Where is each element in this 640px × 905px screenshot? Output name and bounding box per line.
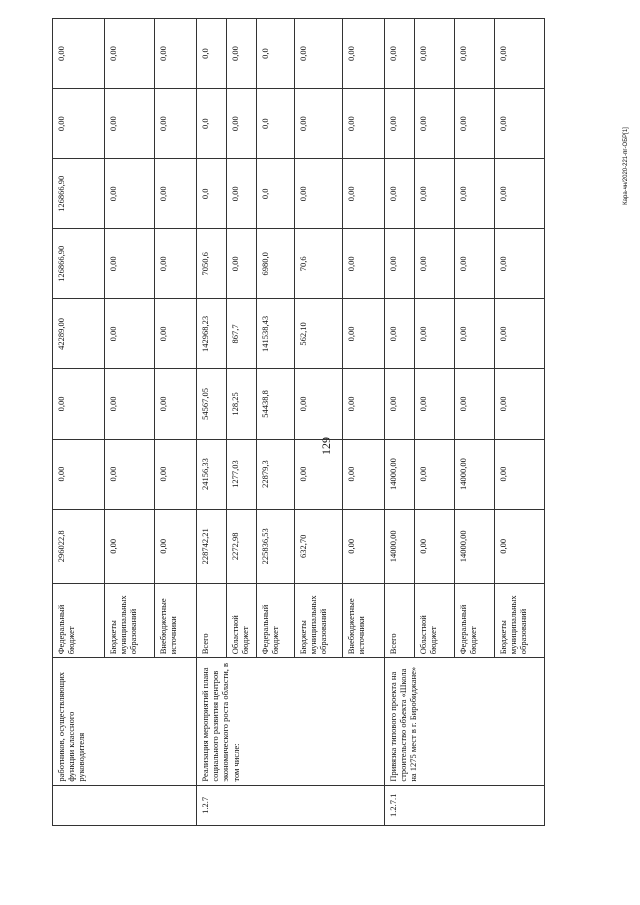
value-cell: 0,00: [343, 299, 385, 369]
value-cell: 0,00: [343, 159, 385, 229]
value-cell: 867,7: [227, 299, 257, 369]
value-cell: 0,00: [455, 369, 495, 439]
value-cell: 0,00: [155, 89, 197, 159]
measure-name: работников, осуществляющих функции классного руководителя: [53, 658, 197, 785]
funding-source: Всего: [385, 583, 415, 657]
value-cell: 0,00: [495, 299, 545, 369]
table-row: [53, 19, 105, 826]
value-cell: 0,00: [455, 89, 495, 159]
value-cell: 0,00: [385, 369, 415, 439]
value-cell: 0,00: [155, 159, 197, 229]
measure-name: Реализация мероприятий плана социального развития центров экономического роста области, в том числе:: [197, 658, 385, 785]
value-cell: 0,0: [197, 159, 227, 229]
value-cell: 0,00: [495, 229, 545, 299]
value-cell: 0,00: [495, 439, 545, 509]
value-cell: 14000,00: [455, 439, 495, 509]
value-cell: 0,0: [197, 19, 227, 89]
value-cell: 0,00: [155, 509, 197, 583]
value-cell: 0,00: [495, 19, 545, 89]
value-cell: 0,00: [415, 229, 455, 299]
value-cell: 0,00: [155, 299, 197, 369]
value-cell: 0,00: [343, 369, 385, 439]
value-cell: 24156,33: [197, 439, 227, 509]
value-cell: 0,0: [257, 89, 295, 159]
value-cell: 0,00: [455, 159, 495, 229]
value-cell: 0,0: [257, 19, 295, 89]
value-cell: 0,00: [105, 89, 155, 159]
table-row: [385, 19, 415, 826]
value-cell: 54567,05: [197, 369, 227, 439]
value-cell: 70,6: [295, 229, 343, 299]
value-cell: 0,00: [105, 369, 155, 439]
budget-table-container: [52, 18, 529, 826]
value-cell: 0,00: [415, 89, 455, 159]
value-cell: 0,00: [495, 159, 545, 229]
value-cell: 0,00: [227, 159, 257, 229]
value-cell: 0,00: [227, 229, 257, 299]
value-cell: 0,00: [385, 159, 415, 229]
value-cell: 0,00: [155, 229, 197, 299]
value-cell: 0,00: [53, 439, 105, 509]
funding-source: Внебюджетные источники: [343, 583, 385, 657]
funding-source: Областной бюджет: [415, 583, 455, 657]
value-cell: 14000,00: [455, 509, 495, 583]
value-cell: 0,00: [385, 19, 415, 89]
value-cell: 7050,6: [197, 229, 227, 299]
page-number: 129: [319, 437, 333, 455]
value-cell: 0,00: [295, 439, 343, 509]
value-cell: 0,00: [105, 509, 155, 583]
value-cell: 0,00: [227, 19, 257, 89]
value-cell: 0,00: [455, 19, 495, 89]
value-cell: 0,00: [415, 159, 455, 229]
value-cell: 0,00: [495, 509, 545, 583]
value-cell: 0,00: [155, 369, 197, 439]
value-cell: 0,00: [415, 439, 455, 509]
value-cell: 0,00: [105, 229, 155, 299]
measure-name: Привязка типового проекта на строительство объекта «Школа на 1275 мест в г. Биробиджане»: [385, 658, 545, 785]
row-number: [53, 785, 197, 825]
value-cell: 0,00: [295, 19, 343, 89]
value-cell: 42289,00: [53, 299, 105, 369]
funding-source: Бюджеты муниципальных образований: [495, 583, 545, 657]
table-row: [197, 19, 227, 826]
funding-source: Бюджеты муниципальных образований: [105, 583, 155, 657]
value-cell: 126866,90: [53, 229, 105, 299]
value-cell: 126866,90: [53, 159, 105, 229]
value-cell: 0,00: [343, 19, 385, 89]
value-cell: 0,00: [385, 299, 415, 369]
value-cell: 0,0: [257, 159, 295, 229]
value-cell: 0,00: [105, 299, 155, 369]
value-cell: 0,00: [415, 509, 455, 583]
funding-source: Федеральный бюджет: [257, 583, 295, 657]
row-number: 1.2.7: [197, 785, 385, 825]
value-cell: 54438,8: [257, 369, 295, 439]
value-cell: 0,00: [385, 89, 415, 159]
document-code: Кара-чн/2020-221-пг-ОБР[1]: [623, 127, 629, 205]
value-cell: 0,00: [415, 369, 455, 439]
row-number: 1.2.7.1: [385, 785, 545, 825]
value-cell: 22879,3: [257, 439, 295, 509]
value-cell: 225836,53: [257, 509, 295, 583]
funding-source: Федеральный бюджет: [53, 583, 105, 657]
value-cell: 0,00: [53, 89, 105, 159]
value-cell: 0,00: [53, 369, 105, 439]
value-cell: 14000,00: [385, 439, 415, 509]
value-cell: 0,00: [343, 89, 385, 159]
value-cell: 562,10: [295, 299, 343, 369]
value-cell: 141538,43: [257, 299, 295, 369]
value-cell: 0,00: [495, 89, 545, 159]
value-cell: 0,00: [455, 229, 495, 299]
funding-source: Всего: [197, 583, 227, 657]
funding-source: Внебюджетные источники: [155, 583, 197, 657]
budget-table: [52, 18, 545, 826]
funding-source: Федеральный бюджет: [455, 583, 495, 657]
value-cell: 296022,8: [53, 509, 105, 583]
value-cell: 0,00: [155, 439, 197, 509]
value-cell: 0,0: [197, 89, 227, 159]
funding-source: Областной бюджет: [227, 583, 257, 657]
value-cell: 0,00: [295, 89, 343, 159]
value-cell: 0,00: [155, 19, 197, 89]
value-cell: 0,00: [105, 19, 155, 89]
value-cell: 0,00: [105, 439, 155, 509]
value-cell: 0,00: [227, 89, 257, 159]
value-cell: 0,00: [105, 159, 155, 229]
value-cell: 228742,21: [197, 509, 227, 583]
value-cell: 2272,98: [227, 509, 257, 583]
value-cell: 0,00: [455, 299, 495, 369]
value-cell: 0,00: [53, 19, 105, 89]
value-cell: 0,00: [295, 369, 343, 439]
value-cell: 0,00: [495, 369, 545, 439]
value-cell: 0,00: [385, 229, 415, 299]
value-cell: 632,70: [295, 509, 343, 583]
value-cell: 6980,0: [257, 229, 295, 299]
value-cell: 0,00: [295, 159, 343, 229]
value-cell: 0,00: [415, 299, 455, 369]
funding-source: Бюджеты муниципальных образований: [295, 583, 343, 657]
value-cell: 14000,00: [385, 509, 415, 583]
value-cell: 142968,23: [197, 299, 227, 369]
value-cell: 0,00: [415, 19, 455, 89]
value-cell: 0,00: [343, 439, 385, 509]
value-cell: 128,25: [227, 369, 257, 439]
value-cell: 0,00: [343, 509, 385, 583]
value-cell: 1277,03: [227, 439, 257, 509]
value-cell: 0,00: [343, 229, 385, 299]
